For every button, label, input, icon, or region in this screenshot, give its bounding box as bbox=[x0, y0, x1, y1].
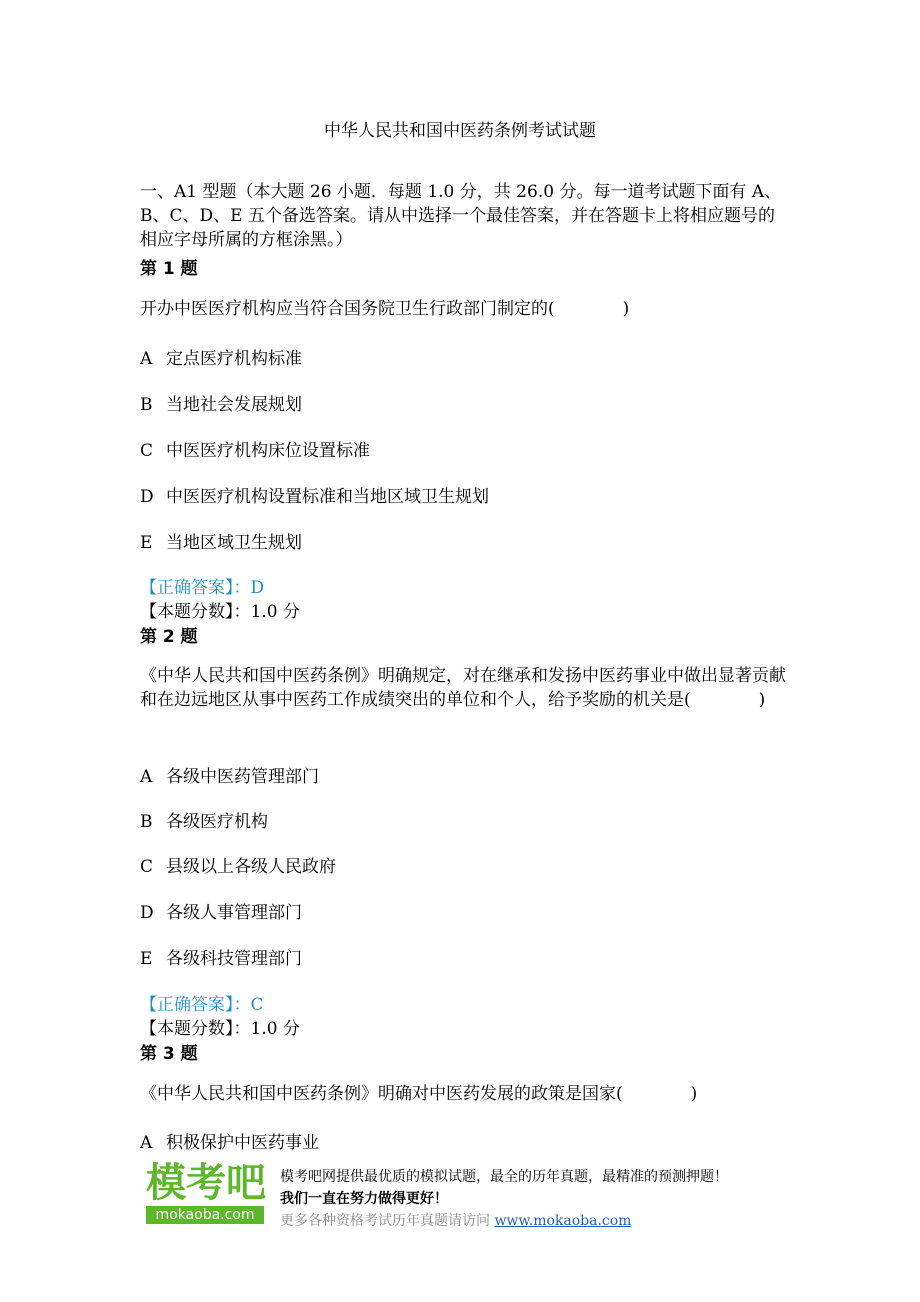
option-text: 当地区域卫生规划 bbox=[166, 533, 302, 553]
question-3-option-a bbox=[140, 1128, 319, 1153]
question-3-stem: 《中华人民共和国中医药条例》明确对中医药发展的政策是国家( ) bbox=[140, 1084, 698, 1104]
option-text: 各级科技管理部门 bbox=[166, 949, 302, 969]
option-letter: A bbox=[140, 1133, 153, 1153]
logo-wordmark: 模考吧 bbox=[146, 1160, 266, 1206]
question-2-option-e bbox=[140, 944, 302, 969]
option-letter: D bbox=[140, 487, 154, 507]
footer-visit-line bbox=[280, 1210, 631, 1230]
logo-domain: mokaoba.com bbox=[146, 1206, 264, 1224]
question-1-heading: 第 1 题 bbox=[140, 259, 198, 279]
footer-slogan: 模考吧网提供最优质的模拟试题，最全的历年真题，最精准的预测押题！ bbox=[280, 1169, 728, 1185]
document-title: 中华人民共和国中医药条例考试试题 bbox=[324, 121, 596, 141]
question-2-option-c bbox=[140, 852, 336, 877]
question-3-heading: 第 3 题 bbox=[140, 1044, 198, 1064]
question-1-option-b bbox=[140, 390, 302, 415]
mokaoba-logo[interactable] bbox=[146, 1160, 266, 1226]
question-1-stem: 开办中医医疗机构应当符合国务院卫生行政部门制定的( ) bbox=[140, 299, 630, 319]
option-letter: E bbox=[140, 949, 153, 969]
question-1-answer: 【正确答案】：D bbox=[140, 578, 265, 598]
option-text: 各级人事管理部门 bbox=[166, 903, 302, 923]
question-1-option-a bbox=[140, 344, 302, 369]
footer-link[interactable]: www.mokaoba.com bbox=[494, 1213, 632, 1229]
option-text: 中医医疗机构床位设置标准 bbox=[166, 441, 370, 461]
option-text: 积极保护中医药事业 bbox=[166, 1133, 319, 1153]
option-letter: D bbox=[140, 903, 154, 923]
option-text: 各级中医药管理部门 bbox=[166, 767, 319, 787]
question-1-option-c bbox=[140, 436, 370, 461]
question-2-stem: 《中华人民共和国中医药条例》明确规定，对在继承和发扬中医药事业中做出显著贡献和在边远地区从事中医药工作成绩突出的单位和个人，给予奖励的机关是( ) bbox=[140, 666, 786, 710]
question-2-option-a bbox=[140, 762, 319, 787]
footer-motto: 我们一直在努力做得更好！ bbox=[280, 1191, 448, 1207]
option-letter: B bbox=[140, 395, 153, 415]
question-1-option-d bbox=[140, 482, 489, 507]
option-letter: A bbox=[140, 349, 153, 369]
option-letter: C bbox=[140, 857, 154, 877]
option-text: 各级医疗机构 bbox=[166, 812, 268, 832]
option-letter: C bbox=[140, 441, 154, 461]
footer-visit-text: 更多各种资格考试历年真题请访问 bbox=[280, 1213, 490, 1229]
option-text: 当地社会发展规划 bbox=[166, 395, 302, 415]
question-2-score: 【本题分数】：1.0 分 bbox=[140, 1019, 300, 1039]
option-text: 定点医疗机构标准 bbox=[166, 349, 302, 369]
option-letter: A bbox=[140, 767, 153, 787]
question-1-option-e bbox=[140, 528, 302, 553]
option-text: 县级以上各级人民政府 bbox=[166, 857, 336, 877]
question-2-option-d bbox=[140, 898, 302, 923]
option-letter: E bbox=[140, 533, 153, 553]
option-letter: B bbox=[140, 812, 153, 832]
question-2-answer: 【正确答案】：C bbox=[140, 995, 264, 1015]
page-footer bbox=[146, 1160, 846, 1230]
question-2-heading: 第 2 题 bbox=[140, 627, 198, 647]
section-intro: 一、A1 型题（本大题 26 小题．每题 1.0 分，共 26.0 分。每一道考试题下面有 A、B、C、D、E 五个备选答案。请从中选择一个最佳答案，并在答题卡上将相应题号的相应字母所属的方框涂黑。） bbox=[140, 182, 782, 250]
question-2-option-b bbox=[140, 807, 268, 832]
question-1-score: 【本题分数】：1.0 分 bbox=[140, 602, 300, 622]
option-text: 中医医疗机构设置标准和当地区域卫生规划 bbox=[166, 487, 489, 507]
